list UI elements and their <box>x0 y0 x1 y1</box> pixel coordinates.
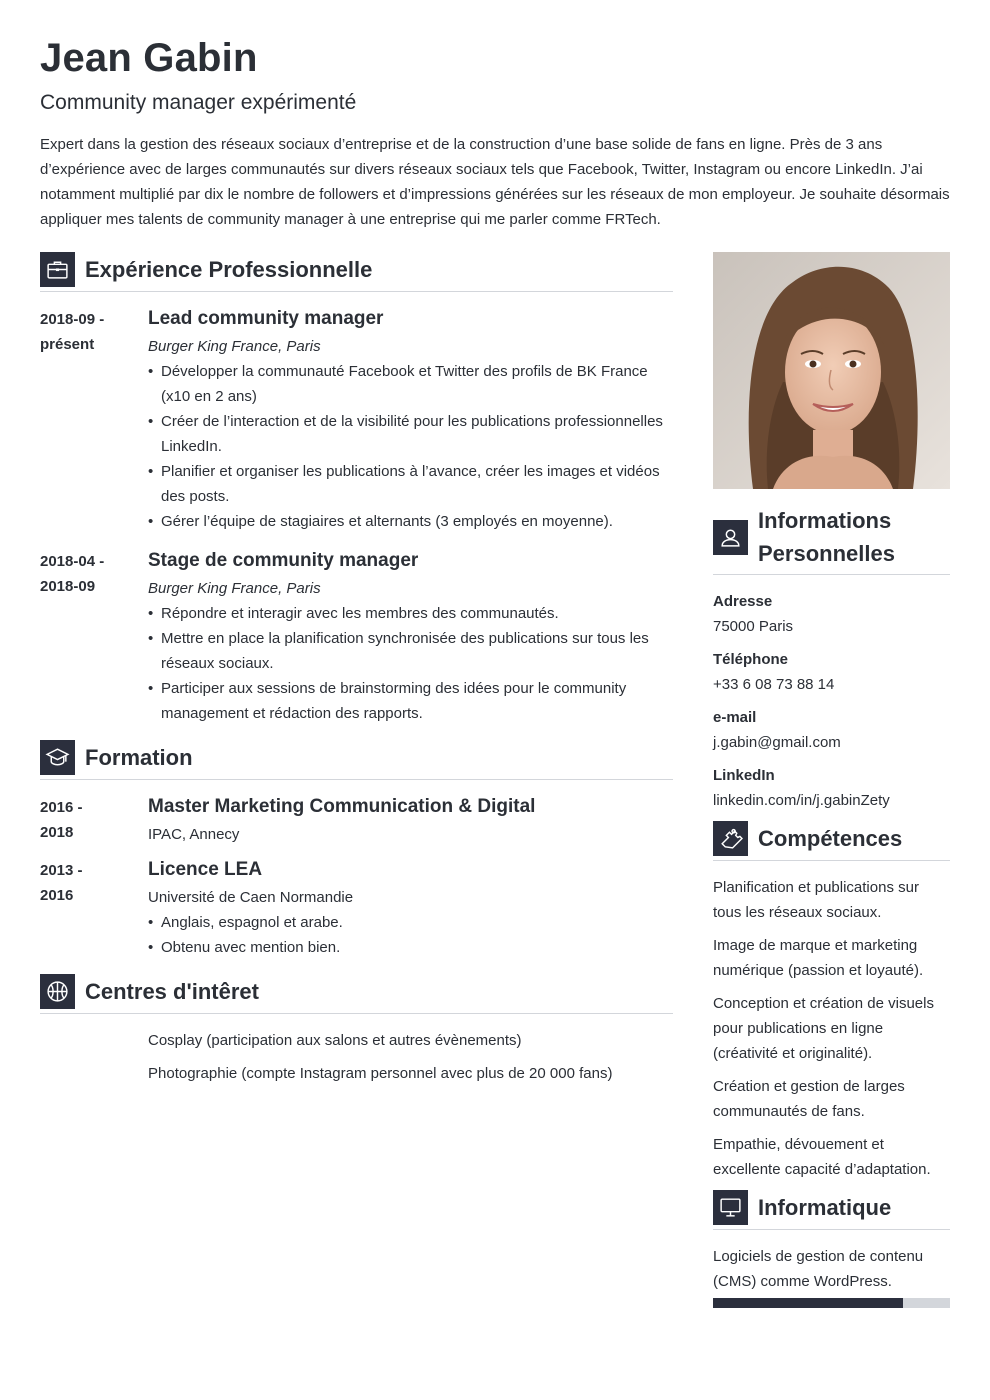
list-item: • Créer de l’interaction et de la visibilité pour les publications professionnelles LinkedIn. <box>148 409 673 459</box>
profile-photo <box>713 252 950 489</box>
skill-item: Création et gestion de larges communautés de fans. <box>713 1078 905 1120</box>
user-icon <box>713 520 748 555</box>
experience-section <box>40 252 673 726</box>
skill-level-fill <box>713 1298 903 1308</box>
graduation-cap-icon <box>40 740 75 775</box>
school: IPAC, Annecy <box>148 826 240 843</box>
skill-item: Planification et publications sur tous les réseaux sociaux. <box>713 879 919 921</box>
field-value: +33 6 08 73 88 14 <box>713 676 835 693</box>
education-entry <box>40 857 673 960</box>
puzzle-hand-icon <box>713 821 748 856</box>
entry-date <box>40 548 148 726</box>
field-value: 75000 Paris <box>713 618 794 635</box>
field-label: Adresse <box>713 593 773 610</box>
skill-item: Empathie, dévouement et excellente capacité d’adaptation. <box>713 1136 931 1178</box>
education-entry <box>40 794 673 847</box>
computing-header <box>713 1190 950 1230</box>
date-end: 2018-09 <box>40 578 96 595</box>
personal-info-section <box>713 504 950 813</box>
date-start: 2018-09 - <box>40 311 105 328</box>
list-item: • Répondre et interagir avec les membres des communautés. <box>148 601 673 626</box>
entry-body <box>148 857 673 960</box>
profile-summary: Expert dans la gestion des réseaux sociaux d’entreprise et de la construction d’une base solide de fans en ligne. Près de 3 ans d’expérience avec de larges communautés sur divers réseaux sociaux tels que Facebook, Twitter, Instagram ou encore LinkedIn. J’ai notamment multiplié par dix le nombre de followers et d’impressions générées sur les réseaux de mon employeur. Je souhaite désormais appliquer mes talents de community manager à une entreprise qui me parler comme FRTech. <box>40 136 950 228</box>
list-item: • Mettre en place la planification synchronisée des publications sur tous les réseaux sociaux. <box>148 626 673 676</box>
entry-body <box>148 794 673 847</box>
education-section <box>40 740 673 960</box>
date-start: 2018-04 - <box>40 553 105 570</box>
interests-section <box>40 974 673 1086</box>
entry-date <box>40 306 148 534</box>
skill-level-bar <box>713 1298 950 1308</box>
entry-date <box>40 857 148 960</box>
education-header <box>40 740 673 780</box>
skills-header <box>713 821 950 861</box>
skills-heading: Compétences <box>758 826 903 851</box>
company: Burger King France, Paris <box>148 580 321 597</box>
personal-info-header <box>713 504 950 575</box>
date-end: 2016 <box>40 887 74 904</box>
field-value: j.gabin@gmail.com <box>713 734 841 751</box>
candidate-title: Community manager expérimenté <box>40 91 357 114</box>
field-label: Téléphone <box>713 651 789 668</box>
skill-item: Conception et création de visuels pour publications en ligne (créativité et originalité). <box>713 995 934 1062</box>
list-item: • Développer la communauté Facebook et Twitter des profils de BK France (x10 en 2 ans) <box>148 359 673 409</box>
date-end: présent <box>40 336 95 353</box>
candidate-name: Jean Gabin <box>40 36 258 80</box>
personal-info-heading: Informations Personnelles <box>758 508 895 566</box>
list-item: • Anglais, espagnol et arabe. <box>148 910 673 935</box>
interests-heading: Centres d'intêret <box>85 979 259 1004</box>
interest-item: Cosplay (participation aux salons et autres évènements) <box>148 1032 522 1049</box>
school: Université de Caen Normandie <box>148 889 354 906</box>
company: Burger King France, Paris <box>148 338 321 355</box>
field-value: linkedin.com/in/j.gabinZety <box>713 792 890 809</box>
degree-title: Master Marketing Communication & Digital <box>148 796 536 817</box>
skill-item: Image de marque et marketing numérique (passion et loyauté). <box>713 937 924 979</box>
right-column <box>713 252 950 1308</box>
job-title: Stage de community manager <box>148 550 419 571</box>
phone-field <box>713 647 950 697</box>
monitor-icon <box>713 1190 748 1225</box>
experience-entry <box>40 306 673 534</box>
computing-skill-item: Logiciels de gestion de contenu (CMS) comme WordPress. <box>713 1248 924 1290</box>
skills-section <box>713 821 950 1182</box>
basketball-icon <box>40 974 75 1009</box>
entry-body <box>148 548 673 726</box>
date-start: 2016 - <box>40 799 83 816</box>
degree-title: Licence LEA <box>148 859 263 880</box>
experience-entry <box>40 548 673 726</box>
email-field <box>713 705 950 755</box>
field-label: e-mail <box>713 709 757 726</box>
entry-body <box>148 306 673 534</box>
interest-item: Photographie (compte Instagram personnel avec plus de 20 000 fans) <box>148 1065 613 1082</box>
address-field <box>713 589 950 639</box>
education-heading: Formation <box>85 745 193 770</box>
computing-heading: Informatique <box>758 1195 892 1220</box>
briefcase-icon <box>40 252 75 287</box>
date-end: 2018 <box>40 824 74 841</box>
linkedin-field <box>713 763 950 813</box>
list-item: • Obtenu avec mention bien. <box>148 935 673 960</box>
computing-section <box>713 1190 950 1308</box>
job-title: Lead community manager <box>148 308 384 329</box>
duties-list <box>148 359 673 534</box>
entry-date <box>40 794 148 847</box>
left-column <box>40 252 673 1094</box>
list-item: • Participer aux sessions de brainstorming des idées pour le community management et rédaction des rapports. <box>148 676 673 726</box>
duties-list <box>148 601 673 726</box>
experience-heading: Expérience Professionnelle <box>85 257 373 282</box>
field-label: LinkedIn <box>713 767 775 784</box>
education-details-list <box>148 910 673 960</box>
list-item: • Gérer l’équipe de stagiaires et alternants (3 employés en moyenne). <box>148 509 673 534</box>
interests-header <box>40 974 673 1014</box>
list-item: • Planifier et organiser les publications à l’avance, créer les images et vidéos des posts. <box>148 459 673 509</box>
experience-header <box>40 252 673 292</box>
date-start: 2013 - <box>40 862 83 879</box>
